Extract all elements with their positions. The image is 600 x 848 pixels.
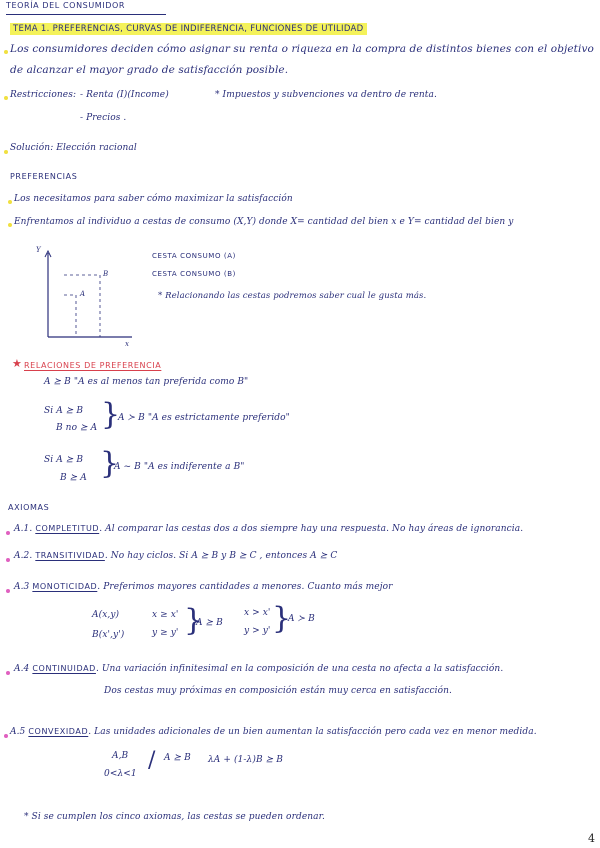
- axioma-3-num: A.3: [14, 582, 33, 592]
- bullet: [8, 200, 12, 204]
- relacion-1: A ⪰ B "A es al menos tan preferida como B": [44, 377, 249, 387]
- relacion-2-cond2: B no ⪰ A: [56, 423, 98, 433]
- axioma-1-num: A.1.: [14, 524, 36, 534]
- separator-slash: /: [148, 748, 156, 773]
- axioma-1-text: . Al comparar las cestas dos a dos siempre hay una respuesta. No hay áreas de ignorancia.: [99, 524, 524, 534]
- bullet: [4, 96, 8, 100]
- bullet: [6, 589, 10, 593]
- axioma-3-f3b: y > y': [244, 626, 271, 636]
- bullet: [6, 671, 10, 675]
- bullet: [4, 50, 8, 54]
- graph-note: * Relacionando las cestas podremos saber cual le gusta más.: [158, 291, 427, 301]
- bullet: [6, 558, 10, 562]
- star-icon: ★: [12, 357, 22, 370]
- preference-graph: [36, 245, 136, 345]
- intro-line1: Los consumidores deciden cómo asignar su renta o riqueza en la compra de distintos bienes con el objetivo: [10, 43, 594, 55]
- axioma-4-text: . Una variación infinitesimal en la composición de una cesta no afecta a la satisfacción.: [95, 664, 504, 674]
- axioma-5-text: . Las unidades adicionales de un bien aumentan la satisfacción pero cada vez en menor medida.: [88, 727, 537, 737]
- axioma-5-f3: A ⪰ B: [164, 753, 191, 763]
- relaciones-heading-text: RELACIONES DE PREFERENCIA: [24, 361, 162, 370]
- bullet: [8, 223, 12, 227]
- axioma-5-f4: λA + (1-λ)B ⪰ B: [208, 755, 283, 765]
- relacion-2-result: A ≻ B "A es estrictamente preferido": [118, 413, 290, 423]
- axioma-4-line2: Dos cestas muy próximas en composición están muy cerca en satisfacción.: [104, 686, 453, 696]
- axioma-1-name: COMPLETITUD: [35, 524, 100, 533]
- tema-title-text: TEMA 1. PREFERENCIAS, CURVAS DE INDIFERENCIA, FUNCIONES DE UTILIDAD: [10, 23, 367, 35]
- bullet: [6, 531, 10, 535]
- axioma-3-name: MONOTICIDAD: [32, 582, 98, 591]
- preferencias-line1: Los necesitamos para saber cómo maximizar la satisfacción: [14, 194, 293, 204]
- axiomas-heading: AXIOMAS: [8, 503, 50, 512]
- restricciones-label: Restricciones:: [10, 90, 77, 100]
- relacion-3-cond1: Si A ⪰ B: [44, 455, 84, 465]
- cesta-a-label: CESTA CONSUMO (A): [152, 252, 236, 260]
- preferencias-heading: PREFERENCIAS: [10, 172, 78, 181]
- relacion-3-cond2: B ⪰ A: [60, 473, 87, 483]
- header-underline: [6, 14, 166, 15]
- header-title: TEORÍA DEL CONSUMIDOR: [6, 1, 126, 10]
- axioma-4-name: CONTINUIDAD: [32, 664, 96, 673]
- axioma-5-num: A.5: [10, 727, 29, 737]
- brace: }: [184, 603, 204, 638]
- axioma-2: [14, 551, 337, 561]
- precios-item: - Precios .: [80, 113, 127, 123]
- bullet: [4, 150, 8, 154]
- axioma-3-f3a: x > x': [244, 608, 271, 618]
- graph-x-label: x: [125, 340, 130, 348]
- final-note: * Si se cumplen los cinco axiomas, las cestas se pueden ordenar.: [24, 812, 326, 822]
- axioma-3-r1: A ⪰ B: [196, 618, 223, 628]
- graph-point-a: A: [80, 290, 86, 298]
- axioma-1: [14, 524, 523, 534]
- axioma-5-f2: 0<λ<1: [104, 769, 137, 779]
- axioma-3: [14, 582, 393, 592]
- axioma-3-f2a: x ≥ x': [152, 610, 179, 620]
- axioma-4-num: A.4: [14, 664, 33, 674]
- tema-title: [10, 24, 367, 34]
- axioma-2-num: A.2.: [14, 551, 36, 561]
- solucion-text: Solución: Elección racional: [10, 143, 137, 153]
- graph-point-b: B: [103, 270, 109, 278]
- bullet: [4, 734, 8, 738]
- brace: }: [100, 446, 120, 481]
- axioma-3-f1a: A(x,y): [92, 610, 120, 620]
- axioma-3-f2b: y ≥ y': [152, 628, 179, 638]
- graph-y-label: Y: [36, 246, 41, 254]
- axioma-5-name: CONVEXIDAD: [28, 727, 89, 736]
- relacion-3-result: A ~ B "A es indiferente a B": [114, 462, 245, 472]
- impuestos-note: * Impuestos y subvenciones va dentro de renta.: [215, 90, 437, 100]
- axioma-5: [10, 727, 537, 737]
- brace: }: [272, 601, 292, 636]
- preferencias-line2: Enfrentamos al individuo a cestas de consumo (X,Y) donde X= cantidad del bien x e Y= cantidad del bien y: [14, 217, 514, 227]
- axioma-3-r2: A ≻ B: [288, 614, 315, 624]
- axioma-3-text: . Preferimos mayores cantidades a menores. Cuanto más mejor: [97, 582, 393, 592]
- relaciones-heading: [24, 361, 161, 370]
- axioma-4: [14, 664, 503, 674]
- relacion-2-cond1: Si A ⪰ B: [44, 406, 84, 416]
- axioma-2-text: . No hay ciclos. Si A ⪰ B y B ⪰ C , entonces A ⪰ C: [104, 551, 338, 561]
- cesta-b-label: CESTA CONSUMO (B): [152, 270, 236, 278]
- page-number: 4: [588, 832, 596, 845]
- axioma-3-f1b: B(x',y'): [92, 630, 125, 640]
- axioma-5-f1: A,B: [112, 751, 129, 761]
- renta-item: - Renta (I)(Income): [80, 90, 169, 100]
- axioma-2-name: TRANSITIVIDAD: [35, 551, 105, 560]
- intro-line2: de alcanzar el mayor grado de satisfacción posible.: [10, 64, 289, 76]
- brace: }: [101, 397, 121, 432]
